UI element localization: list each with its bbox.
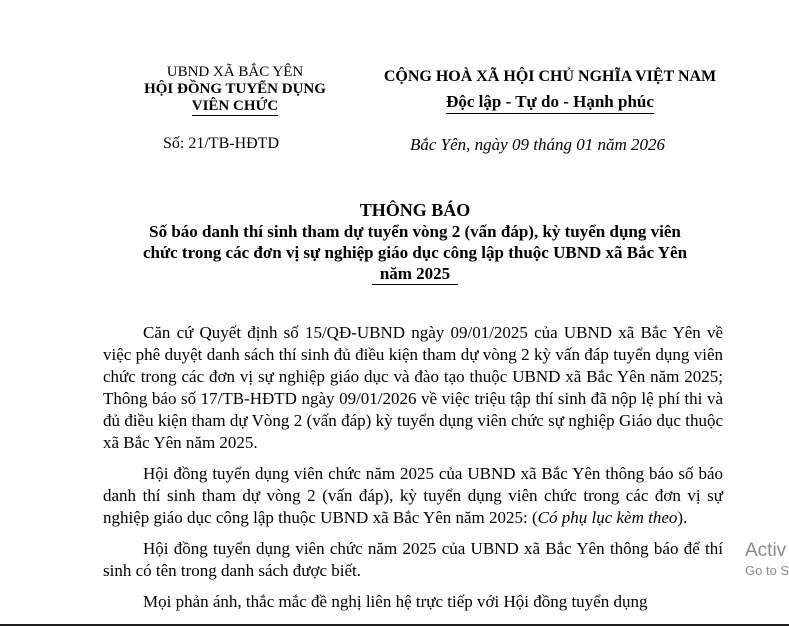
appendix-note: Có phụ lục kèm theo: [537, 508, 678, 527]
body-paragraph-contact: Mọi phản ánh, thắc mắc đề nghị liên hệ trực tiếp với Hội đồng tuyển dụng: [143, 592, 648, 611]
announcement-title-block: [100, 200, 730, 285]
paragraph-text: Hội đồng tuyển dụng viên chức năm 2025 của UBND xã Bắc Yên thông báo số báo danh thí sinh tham dự vòng 2 (vấn đáp), kỳ tuyển dụng viên chức trong các đơn vị sự nghiệp giáo dục công lập thuộc UBND xã Bắc Yên năm 2025: (: [103, 464, 723, 527]
national-title: CỘNG HOÀ XÃ HỘI CHỦ NGHĨA VIỆT NAM: [383, 68, 717, 85]
announcement-heading: THÔNG BÁO: [359, 200, 471, 220]
announcement-subtitle-line3: năm 2025: [372, 263, 458, 285]
agency-name: UBND XÃ BẮC YÊN: [166, 64, 304, 80]
watermark-title: Activ: [745, 540, 787, 561]
date-location: Bắc Yên, ngày 09 tháng 01 năm 2026: [410, 135, 665, 154]
announcement-body: [103, 322, 723, 622]
announcement-subtitle-line2: chức trong các đơn vị sự nghiệp giáo dục công lập thuộc UBND xã Bắc Yên: [142, 243, 688, 262]
body-paragraph-legal-basis: Căn cứ Quyết định số 15/QĐ-UBND ngày 09/01/2025 của UBND xã Bắc Yên về việc phê duyệt danh sách thí sinh đủ điều kiện tham dự vòng 2 kỳ vấn đáp tuyển dụng viên chức trong các đơn vị sự nghiệp giáo dục và đào tạo thuộc UBND xã Bắc Yên năm 2025; Thông báo số 17/TB-HĐTD ngày 09/01/2026 về việc triệu tập thí sinh đã nộp lệ phí thi và đủ điều kiện tham dự Vòng 2 (vấn đáp) kỳ tuyển dụng viên chức sự nghiệp Giáo dục thuộc xã Bắc Yên năm 2025.: [103, 323, 723, 452]
body-paragraph-notice: Hội đồng tuyển dụng viên chức năm 2025 của UBND xã Bắc Yên thông báo để thí sinh có tên trong danh sách được biết.: [103, 539, 723, 580]
document-number: Số: 21/TB-HĐTD: [163, 135, 279, 152]
windows-activation-watermark: [745, 540, 789, 580]
council-name-line1: HỘI ĐỒNG TUYỂN DỤNG: [144, 81, 326, 97]
watermark-subtitle: Go to S: [745, 563, 789, 578]
body-paragraph-announcement: [103, 463, 723, 529]
council-name-line2: VIÊN CHỨC: [191, 98, 279, 114]
council-name: [130, 81, 340, 116]
paragraph-text-end: ).: [677, 508, 688, 527]
national-header-block: [370, 67, 730, 114]
announcement-subtitle-line1: Số báo danh thí sinh tham dự tuyển vòng 2 (vấn đáp), kỳ tuyển dụng viên: [149, 222, 681, 241]
issuing-authority-block: [130, 64, 340, 116]
national-motto: Độc lập - Tự do - Hạnh phúc: [446, 91, 654, 114]
